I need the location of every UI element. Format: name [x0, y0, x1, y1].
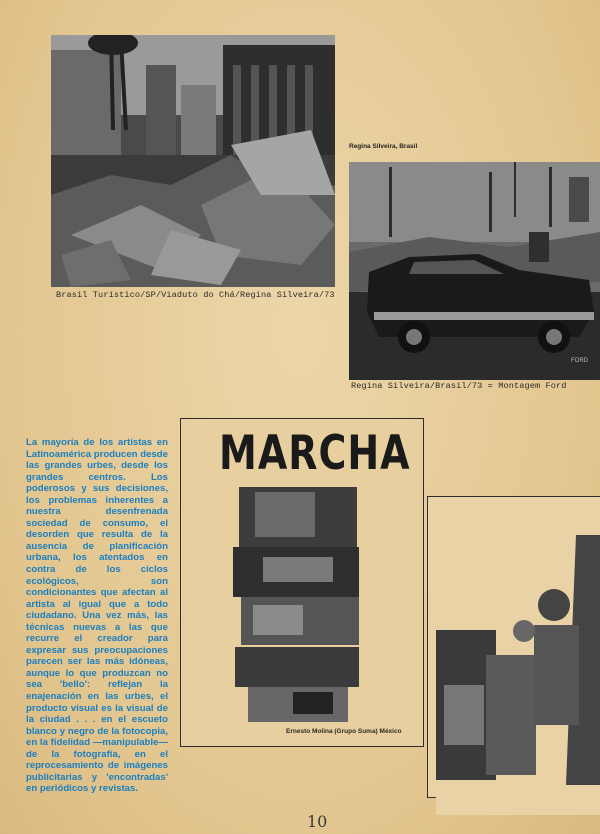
- marcha-title: MARCHA: [219, 425, 411, 480]
- article-body: La mayoría de los artistas en Latinoamérica producen desde las grandes urbes, desde los grandes centros. Los poderosos y sus decisiones, los problemas inherentes a nuestra desenfrenada sociedad de consumo, el desorden que resulta de la ausencia de planificación urbana, los atentados en contra de los ciclos ecológicos, son condicionantes que afectan al artista al igual que a todo ciudadano. Una vez más, las técnicas nuevas a las que recurre el creador para expresar sus preocupaciones parecen ser las más idóneas, aunque lo que produzcan no sea 'bello': reflejan la enajenación en las urbes, el producto visual es la visual de la ciudad . . . en el escueto blanco y negro de la fotocopia, en la fidelidad —manipulable— de la fotografía, en el reprocesamiento de imágenes publicitarias y 'encontradas' en periódicos y revistas.: [26, 437, 168, 795]
- page-number: 10: [307, 812, 328, 831]
- right-artwork-frame: [427, 496, 600, 798]
- ford-badge: FORD: [571, 358, 588, 364]
- photo-viaduto-image: [51, 35, 335, 287]
- photo-viaduto-caption: Brasil Turístico/SP/Viaduto do Chá/Regina Silveira/73: [56, 290, 335, 300]
- photo-ford-caption: Regina Silveira/Brasil/73 = Montagem Ford: [351, 381, 567, 391]
- photo-ford-label: Regina Silveira, Brasil: [349, 143, 418, 150]
- photo-viaduto-do-cha: [51, 35, 335, 287]
- marcha-caption: Ernesto Molina (Grupo Suma) México: [286, 728, 402, 735]
- photo-ford-image: [349, 162, 600, 380]
- marcha-poster-frame: [180, 418, 424, 747]
- photo-montagem-ford: [349, 162, 600, 380]
- right-artwork-image: [436, 535, 600, 815]
- marcha-collage-image: [233, 487, 363, 722]
